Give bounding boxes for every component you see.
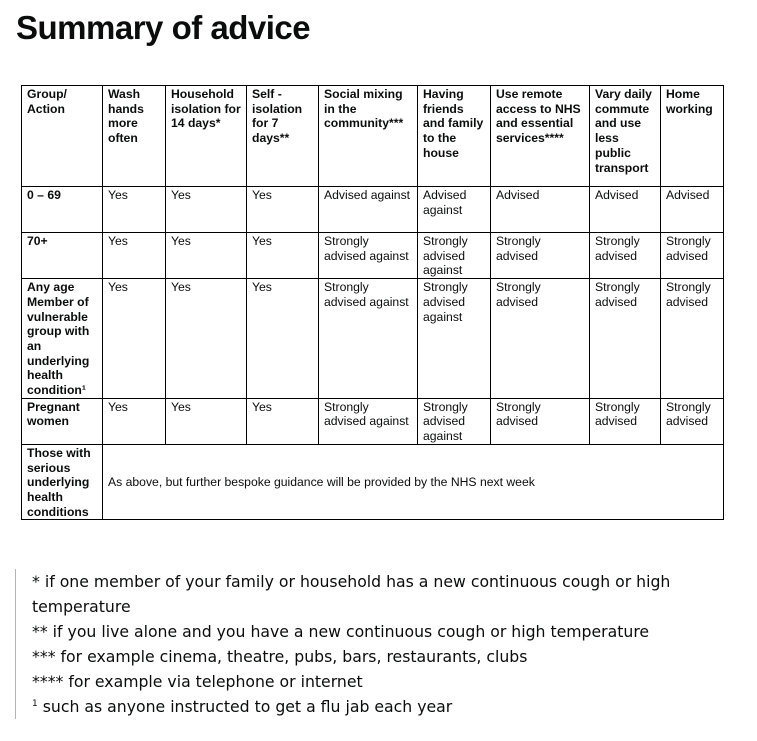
header-cell: Group/ Action [22, 86, 103, 187]
table-cell: Yes [166, 187, 247, 233]
footnotes [15, 569, 732, 719]
table-cell: Yes [166, 398, 247, 444]
header-cell: Household isolation for 14 days* [166, 86, 247, 187]
table-cell: Strongly advised [590, 279, 661, 399]
table-cell: Strongly advised against [319, 279, 418, 399]
header-cell: Wash hands more often [103, 86, 166, 187]
table-cell: Yes [247, 398, 319, 444]
group-cell: Those with serious underlying health conditions [22, 444, 103, 520]
table-cell: Strongly advised against [418, 233, 491, 279]
advice-table [21, 85, 724, 520]
table-cell: Strongly advised against [319, 233, 418, 279]
table-cell: Advised [661, 187, 724, 233]
table-header-row [22, 86, 724, 187]
table-cell: Strongly advised [491, 398, 590, 444]
table-cell: Yes [103, 233, 166, 279]
page-title: Summary of advice [16, 9, 311, 46]
header-cell: Social mixing in the community*** [319, 86, 418, 187]
table-cell: Advised [491, 187, 590, 233]
table-cell: Yes [103, 398, 166, 444]
group-cell: 70+ [22, 233, 103, 279]
table-cell: Strongly advised against [319, 398, 418, 444]
table-cell: Yes [247, 279, 319, 399]
footnote: * if one member of your family or household has a new continuous cough or high temperature [32, 572, 671, 616]
footnote: *** for example cinema, theatre, pubs, bars, restaurants, clubs [32, 647, 528, 666]
table-cell: Strongly advised [661, 233, 724, 279]
footnote [32, 694, 732, 719]
table-cell: Yes [103, 279, 166, 399]
table-cell: Yes [166, 279, 247, 399]
footnote: **** for example via telephone or internet [32, 672, 363, 691]
table-cell: Strongly advised [491, 279, 590, 399]
table-cell: Yes [247, 187, 319, 233]
merged-cell: As above, but further bespoke guidance will be provided by the NHS next week [103, 444, 724, 520]
group-cell: Any age Member of vulnerable group with an underlying health condition¹ [22, 279, 103, 399]
header-cell: Self - isolation for 7 days** [247, 86, 319, 187]
group-cell: 0 – 69 [22, 187, 103, 233]
table-cell: Yes [103, 187, 166, 233]
table-row [22, 233, 724, 279]
table-row [22, 187, 724, 233]
table-cell: Strongly advised [491, 233, 590, 279]
footnote-marker: 1 [32, 698, 38, 709]
table-cell: Advised against [319, 187, 418, 233]
table-cell: Strongly advised [661, 279, 724, 399]
table-cell: Strongly advised against [418, 279, 491, 399]
footnote-text: such as anyone instructed to get a flu jab each year [42, 697, 453, 716]
table-cell: Strongly advised [590, 398, 661, 444]
footnote: ** if you live alone and you have a new continuous cough or high temperature [32, 622, 650, 641]
table-row [22, 279, 724, 399]
table-row [22, 398, 724, 444]
table-cell: Yes [166, 233, 247, 279]
header-cell: Use remote access to NHS and essential services**** [491, 86, 590, 187]
table-cell: Strongly advised [661, 398, 724, 444]
table-cell: Yes [247, 233, 319, 279]
table-cell: Advised against [418, 187, 491, 233]
table-cell: Strongly advised against [418, 398, 491, 444]
header-cell: Vary daily commute and use less public transport [590, 86, 661, 187]
table-cell: Advised [590, 187, 661, 233]
table-row [22, 444, 724, 520]
header-cell: Home working [661, 86, 724, 187]
table-cell: Strongly advised [590, 233, 661, 279]
group-cell: Pregnant women [22, 398, 103, 444]
header-cell: Having friends and family to the house [418, 86, 491, 187]
